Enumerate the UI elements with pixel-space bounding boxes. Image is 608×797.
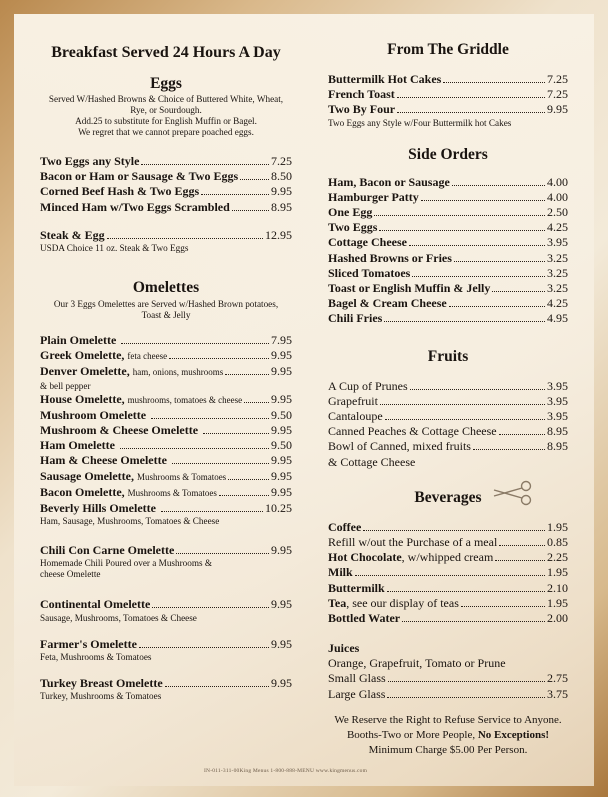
leader-dots — [492, 291, 545, 292]
item-price: 12.95 — [265, 227, 292, 242]
item-price: 3.25 — [547, 250, 568, 265]
menu-item — [40, 228, 292, 243]
item-description: cheese Omelette — [40, 569, 101, 580]
item-name: Mushroom Omelette — [40, 407, 147, 422]
side-orders-heading: Side Orders — [408, 145, 488, 163]
item-desc: , see our display of teas — [346, 595, 459, 610]
item-price: 10.25 — [265, 501, 292, 516]
leader-dots — [379, 230, 545, 231]
menu-item — [40, 597, 292, 612]
item-name: Greek Omelette, — [40, 348, 125, 363]
item-price: 3.75 — [547, 686, 568, 701]
menu-item — [328, 87, 568, 102]
footer-no-exceptions: No Exceptions! — [477, 728, 550, 741]
item-price: 8.95 — [547, 424, 568, 439]
leader-dots — [355, 575, 545, 576]
item-price: 9.95 — [271, 364, 292, 379]
leader-dots — [495, 560, 545, 561]
leader-dots — [176, 553, 269, 554]
leader-dots — [165, 686, 269, 687]
scissors-icon — [490, 480, 536, 506]
item-price: 3.25 — [547, 281, 568, 296]
item-name: Hashed Browns or Fries — [328, 250, 452, 265]
menu-item — [40, 392, 292, 408]
leader-dots — [380, 404, 545, 405]
item-price: 2.25 — [547, 550, 568, 565]
item-price: 3.95 — [547, 235, 568, 250]
item-name: Milk — [328, 565, 353, 580]
item-price: 2.50 — [547, 205, 568, 220]
item-price: 9.95 — [271, 636, 292, 651]
omelettes-list — [40, 333, 292, 527]
item-name: Canned Peaches & Cottage Cheese — [328, 424, 497, 439]
menu-page — [14, 14, 594, 786]
item-name: Buttermilk Hot Cakes — [328, 72, 442, 86]
leader-dots — [240, 179, 269, 180]
omelettes-note: Our 3 Eggs Omelettes are Served w/Hashed Brown potatoes, — [53, 299, 279, 310]
item-price: 0.85 — [547, 535, 568, 550]
menu-item — [328, 175, 568, 190]
omelettes-heading: Omelettes — [132, 279, 200, 297]
leader-dots — [121, 343, 269, 344]
continental-item — [40, 597, 292, 623]
item-name: Ham Omelette — [40, 438, 115, 453]
leader-dots — [461, 606, 545, 607]
right-column — [328, 14, 568, 758]
item-description: & bell pepper — [40, 380, 91, 391]
item-desc: , w/whipped cream — [401, 550, 494, 565]
item-price: 9.95 — [271, 468, 292, 483]
item-name: Ham, Bacon or Sausage — [328, 174, 450, 189]
item-name: Continental Omelette — [40, 597, 151, 612]
item-name: Bacon or Ham or Sausage & Two Eggs — [40, 169, 239, 184]
item-name: Two Eggs any Style — [40, 154, 140, 168]
menu-item — [40, 543, 292, 558]
leader-dots — [452, 185, 545, 186]
leader-dots — [473, 449, 545, 450]
item-price: 9.95 — [271, 348, 292, 363]
item-price: 9.95 — [271, 675, 292, 690]
leader-dots — [409, 245, 545, 246]
item-price: 4.00 — [547, 174, 568, 189]
item-name: House Omelette, — [40, 391, 125, 406]
item-price: 3.95 — [547, 393, 568, 408]
menu-item — [328, 424, 568, 439]
item-description: Homemade Chili Poured over a Mushrooms & — [40, 558, 212, 569]
eggs-note: Add.25 to substitute for English Muffin or Bagel. — [75, 116, 257, 126]
item-price: 9.95 — [271, 453, 292, 468]
item-name: Hamburger Patty — [328, 189, 419, 204]
steak-item — [40, 228, 292, 254]
item-price: 7.25 — [271, 154, 292, 168]
item-desc: Mushrooms & Tomatoes — [127, 487, 217, 498]
item-price: 9.95 — [271, 484, 292, 499]
leader-dots — [385, 419, 545, 420]
menu-item — [328, 281, 568, 296]
leader-dots — [397, 112, 545, 113]
eggs-note: Served W/Hashed Browns & Choice of Buttered White, Wheat, — [48, 94, 284, 104]
item-price: 9.50 — [271, 438, 292, 453]
menu-item — [40, 184, 292, 199]
item-name: A Cup of Prunes — [328, 378, 408, 393]
leader-dots — [152, 607, 269, 608]
omelettes-note: Toast & Jelly — [141, 310, 191, 321]
menu-item — [328, 190, 568, 205]
item-price: 3.95 — [547, 378, 568, 393]
item-name: Refill w/out the Purchase of a meal — [328, 535, 498, 550]
item-name: Two Eggs — [328, 220, 378, 235]
farmer-item — [40, 637, 292, 663]
item-description: Two Eggs any Style w/Four Buttermilk hot Cakes — [328, 117, 512, 128]
item-desc: mushrooms, tomatoes & cheese — [127, 394, 243, 405]
menu-item — [328, 611, 568, 626]
leader-dots — [412, 276, 545, 277]
menu-item — [328, 409, 568, 424]
item-name: Denver Omelette, — [40, 364, 130, 379]
menu-item — [40, 485, 292, 501]
item-price: 9.95 — [271, 423, 292, 438]
menu-item — [328, 535, 568, 550]
item-name: Large Glass — [328, 686, 386, 701]
leader-dots — [203, 433, 269, 434]
printer-credit: IN-011-311-00King Menus 1-800-888-MENU www.kingmenus.com — [204, 768, 368, 774]
menu-item — [40, 200, 292, 215]
item-name: Mushroom & Cheese Omelette — [40, 423, 199, 438]
item-desc: feta cheese — [127, 351, 168, 362]
item-name: Bottled Water — [328, 611, 401, 626]
leader-dots — [402, 621, 545, 622]
item-price: 9.95 — [271, 543, 292, 558]
item-price: 3.25 — [547, 265, 568, 280]
menu-item — [328, 550, 568, 565]
menu-item — [40, 169, 292, 184]
juices-section — [328, 641, 568, 702]
item-price: 7.95 — [271, 333, 292, 348]
leader-dots — [387, 697, 545, 698]
item-price: 2.10 — [547, 580, 568, 595]
menu-item — [328, 439, 568, 454]
item-name: Plain Omelette — [40, 333, 117, 348]
leader-dots — [454, 261, 545, 262]
item-price: 7.25 — [547, 72, 568, 86]
item-name: Chili Fries — [328, 311, 383, 326]
griddle-heading: From The Griddle — [387, 41, 509, 58]
leader-dots — [499, 545, 545, 546]
item-name: Sausage Omelette, — [40, 468, 134, 483]
item-description: Ham, Sausage, Mushrooms, Tomatoes & Cheese — [40, 516, 220, 527]
item-price: 4.25 — [547, 296, 568, 311]
leader-dots — [151, 418, 269, 419]
item-description: Sausage, Mushrooms, Tomatoes & Cheese — [40, 612, 197, 623]
leader-dots — [219, 495, 269, 496]
footer-booths: Booths-Two or More People, — [346, 728, 476, 741]
beverages-heading: Beverages — [414, 488, 482, 506]
item-name: Grapefruit — [328, 393, 378, 408]
item-price: 1.95 — [547, 519, 568, 534]
item-price: 1.95 — [547, 595, 568, 610]
item-name: Minced Ham w/Two Eggs Scrambled — [40, 199, 230, 214]
leader-dots — [161, 511, 263, 512]
breakfast-title: Breakfast Served 24 Hours A Day — [51, 44, 281, 61]
menu-item — [40, 348, 292, 364]
item-name: Hot Chocolate — [328, 550, 402, 565]
juices-heading: Juices — [328, 641, 360, 656]
leader-dots — [139, 647, 269, 648]
leader-dots — [387, 591, 545, 592]
item-price: 9.95 — [271, 184, 292, 199]
footer-line: We Reserve the Right to Refuse Service to Anyone. — [334, 713, 562, 726]
item-price: 9.50 — [271, 407, 292, 422]
footer-notice — [328, 713, 568, 758]
item-name: One Egg — [328, 205, 373, 220]
item-name: Corned Beef Hash & Two Eggs — [40, 184, 200, 199]
griddle-list — [328, 72, 568, 129]
item-price: 9.95 — [271, 597, 292, 612]
menu-item — [328, 220, 568, 235]
leader-dots — [421, 200, 545, 201]
menu-item — [40, 364, 292, 380]
leader-dots — [374, 215, 545, 216]
item-name: Coffee — [328, 519, 362, 534]
menu-item — [328, 72, 568, 87]
leader-dots — [397, 97, 545, 98]
eggs-list — [40, 154, 292, 215]
item-price: 4.00 — [547, 189, 568, 204]
menu-item — [328, 235, 568, 250]
menu-item — [40, 469, 292, 485]
item-price: 7.25 — [547, 87, 568, 102]
item-name: Ham & Cheese Omelette — [40, 453, 167, 468]
item-name: Two By Four — [328, 102, 396, 117]
menu-item — [328, 565, 568, 580]
leader-dots — [169, 358, 269, 359]
footer-line: Minimum Charge $5.00 Per Person. — [368, 743, 528, 756]
item-description: Feta, Mushrooms & Tomatoes — [40, 651, 152, 662]
eggs-note: We regret that we cannot prepare poached eggs. — [78, 127, 254, 137]
menu-item — [40, 423, 292, 438]
leader-dots — [228, 479, 269, 480]
item-price: 4.95 — [547, 311, 568, 326]
menu-item — [328, 671, 568, 686]
item-name: Small Glass — [328, 671, 386, 686]
eggs-heading: Eggs — [150, 75, 182, 92]
item-price: 4.25 — [547, 220, 568, 235]
item-name: French Toast — [328, 87, 395, 102]
item-price: 2.75 — [547, 671, 568, 686]
leader-dots — [363, 530, 545, 531]
omelettes-notes — [40, 299, 292, 321]
item-name: Cantaloupe — [328, 409, 383, 424]
item-name: Chili Con Carne Omelette — [40, 543, 175, 558]
item-name: Bowl of Canned, mixed fruits — [328, 439, 471, 454]
item-name: Toast or English Muffin & Jelly — [328, 281, 491, 296]
leader-dots — [120, 448, 269, 449]
side-orders-list — [328, 175, 568, 327]
fruits-heading: Fruits — [427, 347, 469, 365]
leader-dots — [244, 402, 269, 403]
menu-item — [40, 408, 292, 423]
leader-dots — [499, 434, 545, 435]
item-name: Cottage Cheese — [328, 235, 407, 250]
leader-dots — [384, 321, 545, 322]
menu-item — [328, 394, 568, 409]
leader-dots — [225, 374, 269, 375]
item-desc: Mushrooms & Tomatoes — [136, 471, 227, 482]
menu-item — [328, 687, 568, 702]
leader-dots — [410, 389, 545, 390]
fruit-continuation: & Cottage Cheese — [328, 454, 416, 469]
menu-item — [328, 379, 568, 394]
eggs-note: Rye, or Sourdough. — [130, 105, 202, 115]
left-column — [40, 14, 292, 702]
menu-item — [328, 205, 568, 220]
item-name: Farmer's Omelette — [40, 636, 137, 651]
menu-item — [40, 501, 292, 516]
leader-dots — [172, 463, 269, 464]
turkey-item — [40, 676, 292, 702]
menu-item — [40, 637, 292, 652]
item-name: Buttermilk — [328, 580, 385, 595]
leader-dots — [232, 210, 269, 211]
menu-item — [328, 102, 568, 117]
item-name: Turkey Breast Omelette — [40, 675, 163, 690]
item-price: 1.95 — [547, 565, 568, 580]
item-name: Steak & Egg — [40, 227, 105, 242]
fruits-list — [328, 379, 568, 470]
leader-dots — [449, 306, 545, 307]
menu-item — [328, 266, 568, 281]
menu-item — [40, 676, 292, 691]
beverages-list — [328, 520, 568, 626]
juices-options: Orange, Grapefruit, Tomato or Prune — [328, 656, 506, 671]
item-price: 8.50 — [271, 169, 292, 184]
menu-item — [328, 251, 568, 266]
leader-dots — [443, 82, 545, 83]
menu-item — [328, 581, 568, 596]
item-price: 3.95 — [547, 409, 568, 424]
menu-item — [328, 596, 568, 611]
item-name: Tea — [328, 595, 347, 610]
leader-dots — [201, 194, 269, 195]
item-name: Beverly Hills Omelette — [40, 501, 156, 516]
menu-item — [328, 296, 568, 311]
menu-item — [40, 453, 292, 468]
menu-item — [40, 333, 292, 348]
item-name: Bagel & Cream Cheese — [328, 296, 447, 311]
eggs-notes — [40, 94, 292, 138]
leader-dots — [107, 238, 263, 239]
item-description: USDA Choice 11 oz. Steak & Two Eggs — [40, 243, 189, 254]
item-price: 9.95 — [271, 391, 292, 406]
chili-item — [40, 543, 292, 580]
menu-item — [40, 438, 292, 453]
item-price: 8.95 — [271, 199, 292, 214]
item-name: Bacon Omelette, — [40, 484, 125, 499]
menu-item — [328, 311, 568, 326]
item-price: 2.00 — [547, 611, 568, 626]
leader-dots — [388, 681, 545, 682]
leader-dots — [141, 164, 269, 165]
item-name: Sliced Tomatoes — [328, 265, 411, 280]
item-desc: ham, onions, mushrooms — [132, 367, 224, 378]
footer-line — [328, 728, 568, 743]
menu-item — [40, 154, 292, 169]
menu-item — [328, 520, 568, 535]
item-price: 9.95 — [547, 102, 568, 117]
item-description: Turkey, Mushrooms & Tomatoes — [40, 691, 162, 702]
item-price: 8.95 — [547, 439, 568, 454]
